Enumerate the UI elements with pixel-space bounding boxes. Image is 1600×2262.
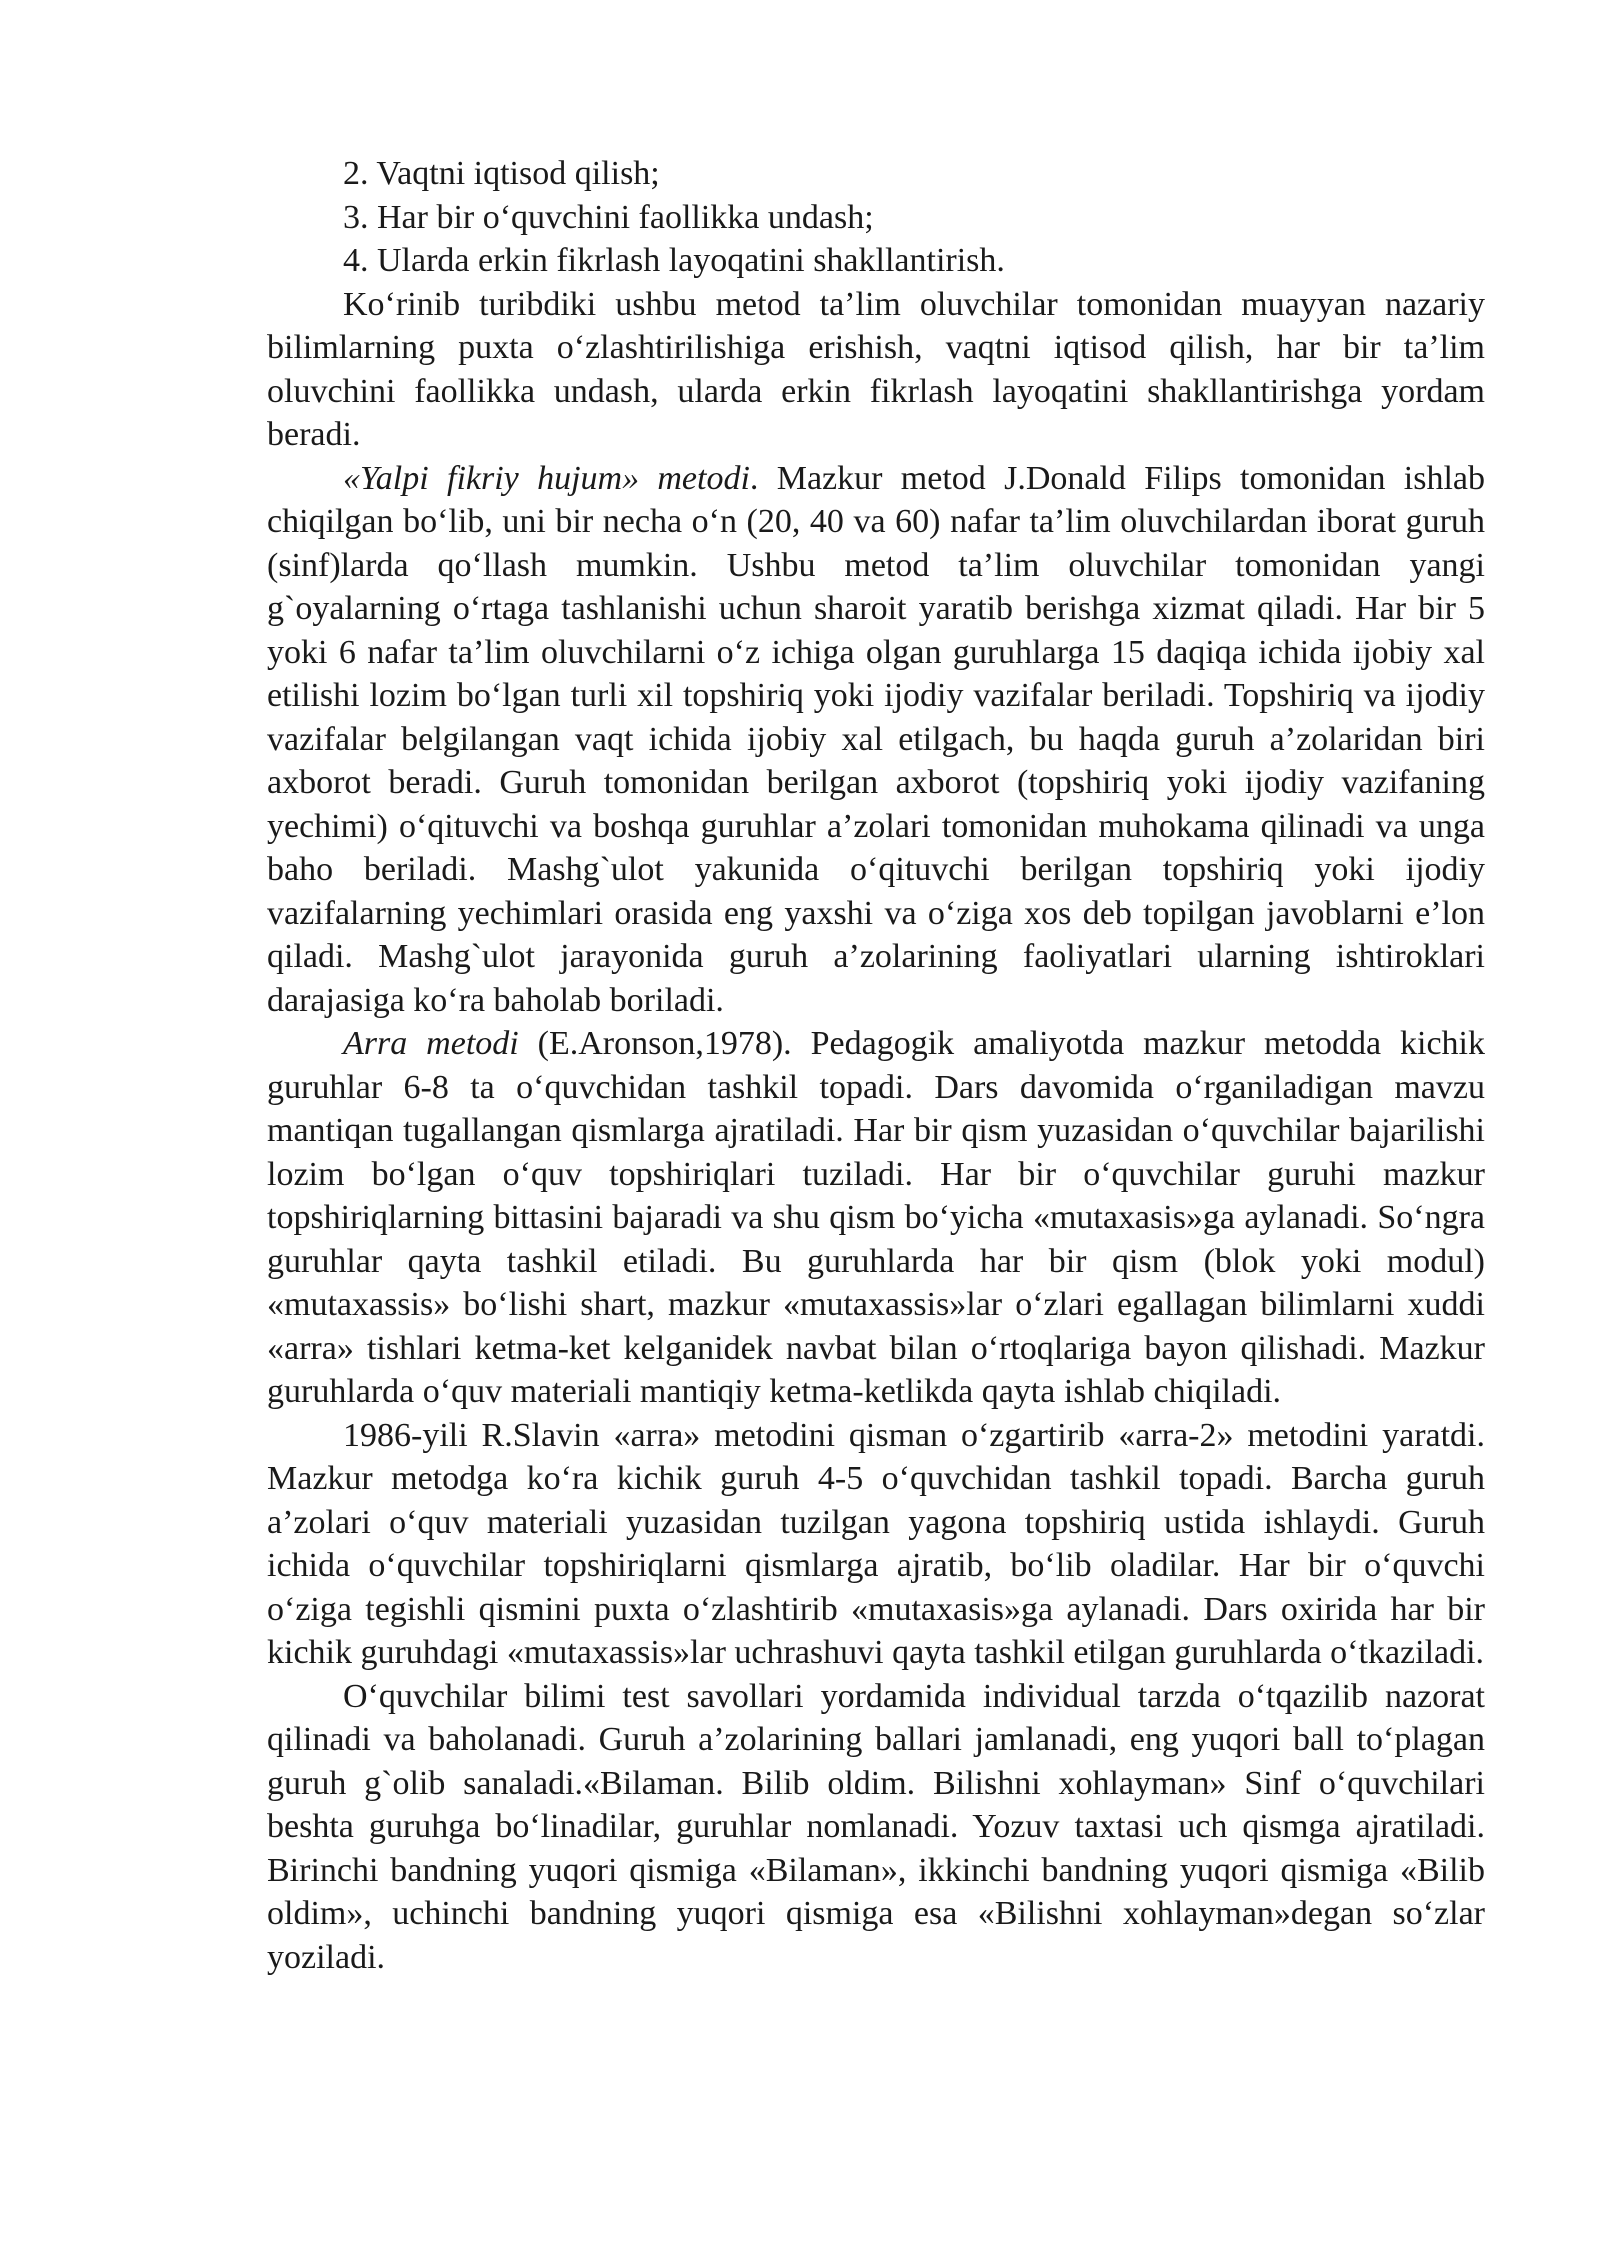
- paragraph-jigsaw-method: [267, 1022, 1485, 1414]
- list-item: 2. Vaqtni iqtisod qilish;: [343, 155, 660, 192]
- paragraph-assessment: O‘quvchilar bilimi test savollari yordamida individual tarzda o‘tqazilib nazorat qilinadi va baholanadi. Guruh a’zolarining ballari jamlanadi, eng yuqori ball to‘plagan guruh g`olib sanaladi.«Bilaman. Bilib oldim. Bilishni xohlayman» Sinf o‘quvchilari beshta guruhga bo‘linadilar, guruhlar nomlanadi. Yozuv taxtasi uch qismga ajratiladi. Birinchi bandning yuqori qismiga «Bilaman», ikkinchi bandning yuqori qismiga «Bilib oldim», uchinchi bandning yuqori qismiga esa «Bilishni xohlayman»degan so‘zlar yoziladi.: [267, 1677, 1485, 1976]
- paragraph-body: (E.Aronson,1978). Pedagogik amaliyotda mazkur metodda kichik guruhlar 6-8 ta o‘quvchidan tashkil topadi. Dars davomida o‘rganiladigan mavzu mantiqan tugallangan qismlarga ajratiladi. Har bir qism yuzasidan o‘quvchilar bajarilishi lozim bo‘lgan o‘quv topshiriqlari tuziladi. Har bir o‘quvchilar guruhi mazkur topshiriqlarning bittasini bajaradi va shu qism bo‘yicha «mutaxasis»ga aylanadi. So‘ngra guruhlar qayta tashkil etiladi. Bu guruhlarda har bir qism (blok yoki modul) «mutaxassis» bo‘lishi shart, mazkur «mutaxassis»lar o‘zlari egallagan bilimlarni xuddi «arra» tishlari ketma-ket kelganidek navbat bilan o‘rtoqlariga bayon qilishadi. Mazkur guruhlarda o‘quv materiali mantiqiy ketma-ketlikda qayta ishlab chiqiladi.: [267, 1025, 1485, 1410]
- method-title-jigsaw: Arra metodi: [343, 1025, 519, 1062]
- paragraph-summary: Ko‘rinib turibdiki ushbu metod ta’lim oluvchilar tomonidan muayyan nazariy bilimlarning puxta o‘zlashtirilishiga erishish, vaqtni iqtisod qilish, har bir ta’lim oluvchini faollikka undash, ularda erkin fikrlash layoqatini shakllantirishga yordam beradi.: [267, 285, 1485, 453]
- method-title-brainstorm: «Yalpi fikriy hujum» metodi: [343, 459, 750, 497]
- paragraph-jigsaw-2: 1986-yili R.Slavin «arra» metodini qisman o‘zgartirib «arra-2» metodini yaratdi. Mazkur metodga ko‘ra kichik guruh 4-5 o‘quvchidan tashkil topadi. Barcha guruh a’zolari o‘quv materiali yuzasidan tuzilgan yagona topshiriq ustida ishlaydi. Guruh ichida o‘quvchilar topshiriqlarni qismlarga ajratib, bo‘lib oladilar. Har bir o‘quvchi o‘ziga tegishli qismini puxta o‘zlashtirib «mutaxasis»ga aylanadi. Dars oxirida har bir kichik guruhdagi «mutaxassis»lar uchrashuvi qayta tashkil etilgan guruhlarda o‘tkaziladi.: [267, 1416, 1485, 1671]
- document-page: [267, 152, 1485, 1979]
- list-item: 3. Har bir o‘quvchini faollikka undash;: [343, 198, 874, 236]
- list-item: 4. Ularda erkin fikrlash layoqatini shakllantirish.: [343, 242, 1005, 279]
- paragraph-body: . Mazkur metod J.Donald Filips tomonidan ishlab chiqilgan bo‘lib, uni bir necha o‘n (20, 40 va 60) nafar ta’lim oluvchilardan iborat guruh (sinf)larda qo‘llash mumkin. Ushbu metod ta’lim oluvchilar tomonidan yangi g`oyalarning o‘rtaga tashlanishi uchun sharoit yaratib berishga xizmat qiladi. Har bir 5 yoki 6 nafar ta’lim oluvchilarni o‘z ichiga olgan guruhlarga 15 daqiqa ichida ijobiy xal etilishi lozim bo‘lgan turli xil topshiriq yoki ijodiy vazifalar beriladi. Topshiriq va ijodiy vazifalar belgilangan vaqt ichida ijobiy xal etilgach, bu haqda guruh a’zolaridan biri axborot beradi. Guruh tomonidan berilgan axborot (topshiriq yoki ijodiy vazifaning yechimi) o‘qituvchi va boshqa guruhlar a’zolari tomonidan muhokama qilinadi va unga baho beriladi. Mashg`ulot yakunida o‘qituvchi berilgan topshiriq yoki ijodiy vazifalarning yechimlari orasida eng yaxshi va o‘ziga xos deb topilgan javoblarni e’lon qiladi. Mashg`ulot jarayonida guruh a’zolarining faoliyatlari ularning ishtiroklari darajasiga ko‘ra baholab boriladi.: [267, 459, 1485, 1019]
- paragraph-brainstorm-method: [267, 457, 1485, 1023]
